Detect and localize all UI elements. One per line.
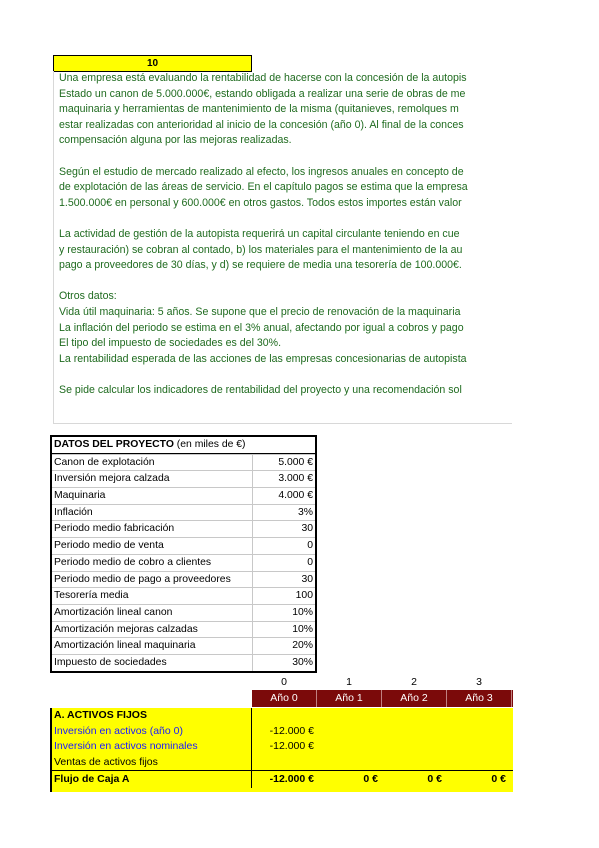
problem-line: pago a proveedores de 30 días, y d) se requiere de media una tesorería de 100.000€. (59, 259, 462, 272)
problem-line: Según el estudio de mercado realizado al efecto, los ingresos anuales en concepto de (59, 165, 464, 178)
data-label: Periodo medio de venta (52, 538, 253, 554)
data-value: 20% (292, 640, 313, 652)
problem-line: Se pide calcular los indicadores de rentabilidad del proyecto y una recomendación sol (59, 383, 462, 396)
year-label: Año 1 (317, 690, 382, 707)
data-label: Tesorería media (52, 588, 253, 604)
data-value: 0 (307, 556, 313, 568)
project-data-title-bold: DATOS DEL PROYECTO (54, 439, 174, 450)
paragraph-gap (59, 211, 512, 227)
data-value: 4.000 € (278, 490, 313, 502)
problem-line: La rentabilidad esperada de las acciones de las empresas concesionarias de autopista (59, 352, 467, 365)
cash-flow-table (50, 708, 513, 792)
project-data-table (50, 435, 317, 673)
table-row (52, 621, 315, 638)
year-label: Año 0 (252, 690, 317, 707)
data-value: 10% (292, 606, 313, 618)
cash-total-cell: -12.000 € (269, 773, 314, 785)
data-value: 3% (297, 506, 313, 518)
data-value: 100 (295, 590, 313, 602)
data-label: Amortización mejoras calzadas (52, 622, 253, 638)
exercise-number-cell[interactable]: 10 (53, 55, 252, 72)
table-row (52, 520, 315, 537)
data-value: 30 (301, 523, 313, 535)
data-label: Amortización lineal canon (52, 605, 253, 621)
table-row (52, 537, 315, 554)
table-row (52, 654, 315, 671)
data-value: 5.000 € (278, 456, 313, 468)
data-label: Canon de explotación (52, 455, 253, 471)
table-row (52, 454, 315, 471)
cash-cell: -12.000 € (269, 740, 314, 752)
year-number: 0 (281, 676, 287, 688)
cash-row-label: Ventas de activos fijos (52, 755, 252, 771)
paragraph-gap (59, 274, 512, 290)
problem-line: Una empresa está evaluando la rentabilidad de hacerse con la concesión de la autopis (59, 72, 467, 84)
table-row (52, 571, 315, 588)
problem-line: Otros datos: (59, 290, 117, 303)
data-label: Periodo medio de pago a proveedores (52, 572, 253, 588)
cash-cell: -12.000 € (269, 724, 314, 737)
table-row (52, 587, 315, 604)
year-label: Año 3 (447, 690, 512, 707)
problem-line: La inflación del periodo se estima en el 3% anual, afectando por igual a cobros y pago (59, 321, 464, 334)
table-row (52, 554, 315, 571)
problem-line: compensación alguna por las mejoras realizadas. (59, 134, 292, 147)
data-label: Inflación (52, 505, 253, 521)
data-value: 0 (307, 540, 313, 552)
project-data-title (52, 437, 315, 453)
cash-cell (252, 755, 316, 771)
problem-line: Vida útil maquinaria: 5 años. Se supone que el precio de renovación de la maquinaria (59, 305, 461, 318)
problem-line: Estado un canon de 5.000.000€, estando obligada a realizar una serie de obras de me (59, 87, 466, 100)
year-label: Año 2 (382, 690, 447, 707)
table-row (52, 504, 315, 521)
cash-row-label: Inversión en activos nominales (52, 739, 252, 755)
paragraph-gap (59, 149, 512, 165)
data-label: Periodo medio fabricación (52, 521, 253, 537)
problem-line: maquinaria y herramientas de mantenimiento de la misma (quitanieves, remolques m (59, 103, 459, 116)
cash-total-cell: 0 € (491, 773, 506, 785)
data-value: 30% (292, 656, 313, 668)
problem-line: estar realizadas con anterioridad al inicio de la concesión (año 0). Al final de la conces (59, 118, 464, 131)
year-number: 2 (411, 676, 417, 688)
problem-line: El tipo del impuesto de sociedades es del 30%. (59, 337, 282, 350)
cash-total-row (52, 770, 513, 788)
data-value: 10% (292, 623, 313, 635)
project-data-title-unit: (en miles de €) (173, 439, 246, 450)
data-value: 30 (301, 573, 313, 585)
problem-line: 1.500.000€ en personal y 600.000€ en otros gastos. Todos estos importes están valor (59, 196, 462, 209)
problem-statement (53, 71, 512, 424)
problem-line: de explotación de las áreas de servicio. En el capítulo pagos se estima que la empresa (59, 181, 468, 194)
data-value: 3.000 € (278, 473, 313, 485)
data-label: Impuesto de sociedades (52, 655, 253, 671)
year-number: 3 (476, 676, 482, 688)
data-label: Periodo medio de cobro a clientes (52, 555, 253, 571)
paragraph-gap (59, 367, 512, 383)
table-row (52, 739, 513, 755)
cash-total-cell: 0 € (363, 773, 378, 785)
cash-row-label: Inversión en activos (año 0) (52, 724, 252, 740)
table-row (52, 604, 315, 621)
data-label: Inversión mejora calzada (52, 471, 253, 487)
cash-total-label: Flujo de Caja A (52, 771, 252, 788)
data-label: Amortización lineal maquinaria (52, 638, 253, 654)
project-data-header (52, 437, 315, 454)
data-label: Maquinaria (52, 488, 253, 504)
problem-line: y restauración) se cobran al contado, b) los materiales para el mantenimiento de la au (59, 243, 463, 256)
table-row (52, 724, 513, 740)
cash-section-title: A. ACTIVOS FIJOS (52, 708, 252, 724)
table-row (52, 755, 513, 771)
year-number: 1 (346, 676, 352, 688)
problem-line: La actividad de gestión de la autopista requerirá un capital circulante teniendo en cue (59, 227, 460, 240)
cash-section-row (52, 708, 513, 724)
year-header-bar (252, 690, 513, 707)
table-row (52, 487, 315, 504)
cash-total-cell: 0 € (427, 773, 442, 785)
table-row (52, 637, 315, 654)
table-row (52, 470, 315, 487)
